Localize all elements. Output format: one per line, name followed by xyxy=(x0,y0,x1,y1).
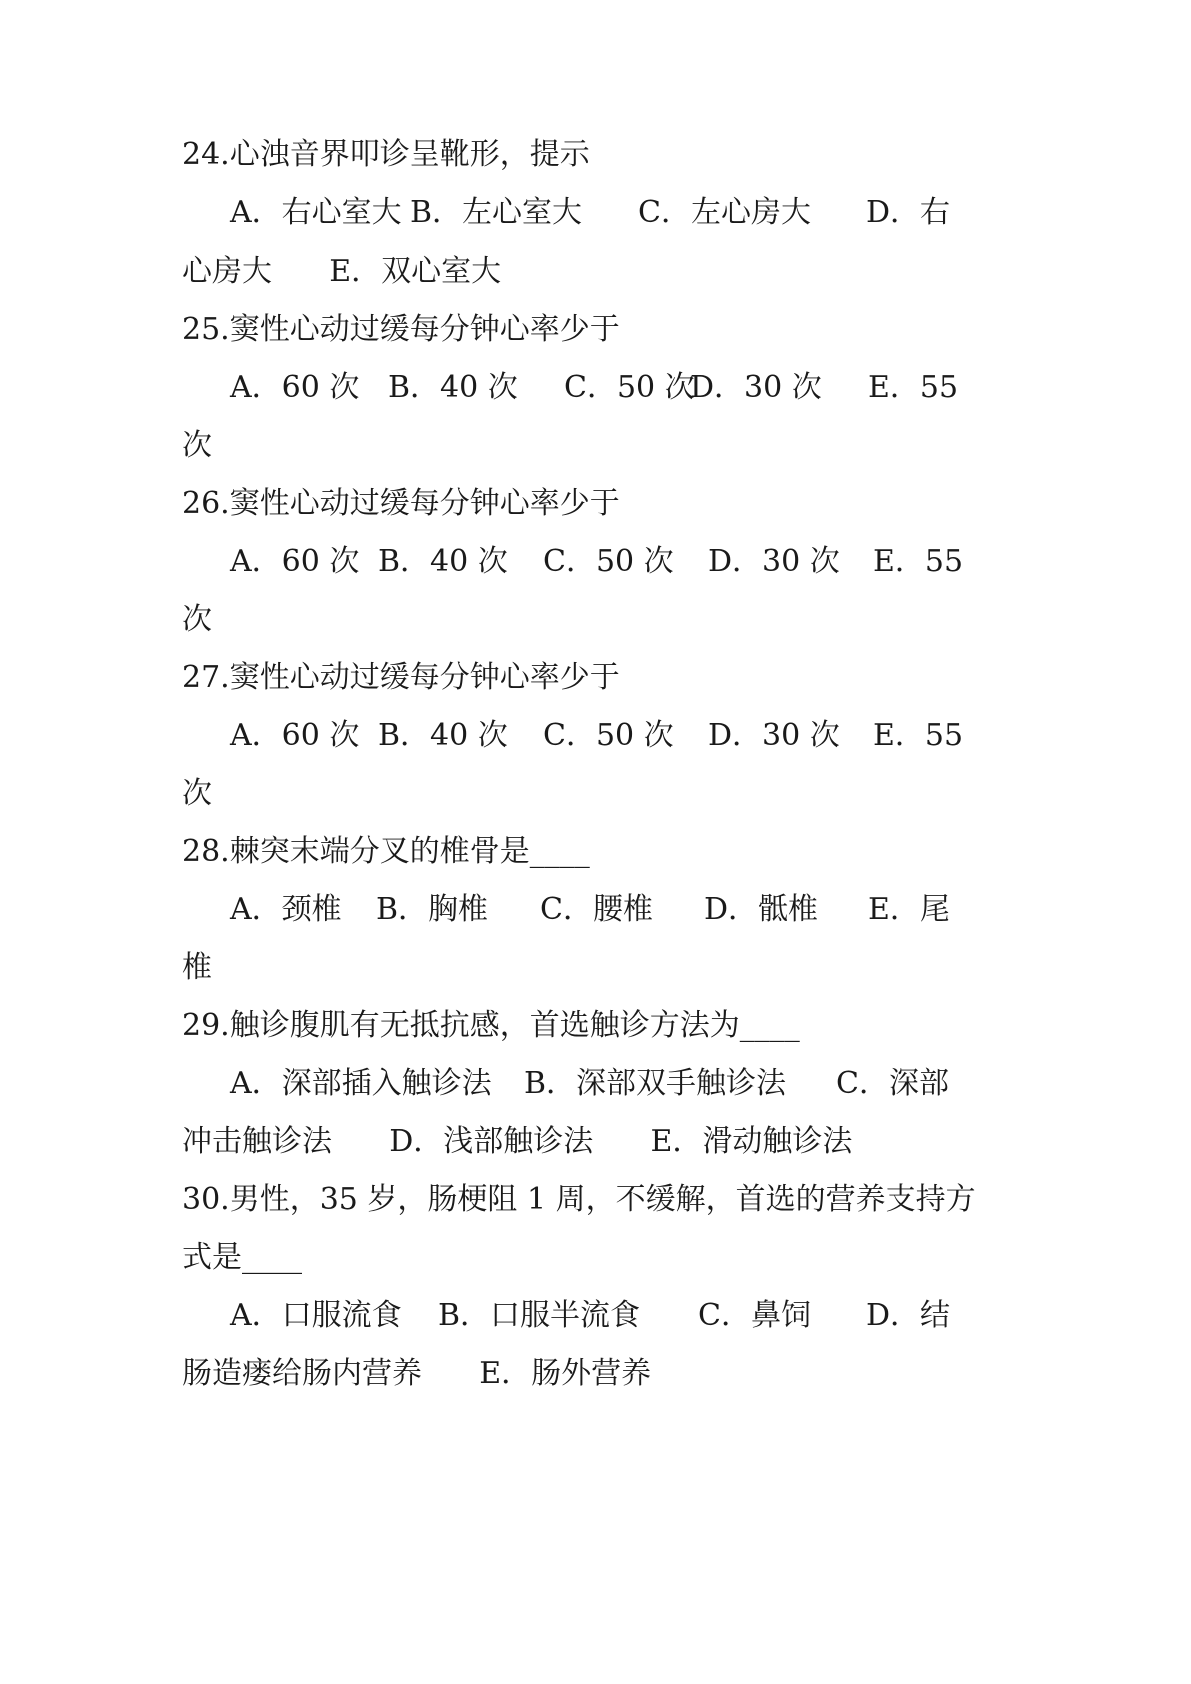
option-b: B．深部双手触诊法 xyxy=(524,1066,787,1101)
question-29-stem: 29.触诊腹肌有无抵抗感，首选触诊方法为____ xyxy=(182,1008,800,1043)
option-c: C．腰椎 xyxy=(540,892,653,927)
question-29-options xyxy=(0,1064,1191,1104)
question-30-options xyxy=(0,1296,1191,1336)
option-d: D．右 xyxy=(866,195,951,230)
option-e: E．55 xyxy=(873,718,964,753)
option-b: B．左心室大 xyxy=(410,195,583,230)
question-26-options-cont: 次 xyxy=(182,602,212,637)
option-c: C．50 次 xyxy=(564,370,695,405)
option-c: C．鼻饲 xyxy=(698,1298,811,1333)
option-c: C．50 次 xyxy=(543,718,674,753)
option-a: A．深部插入触诊法 xyxy=(230,1066,492,1101)
option-a: A．60 次 xyxy=(230,370,360,405)
option-b: B．胸椎 xyxy=(376,892,489,927)
question-27-options-cont: 次 xyxy=(182,776,212,811)
option-d: D．结 xyxy=(866,1298,951,1333)
option-b: B．40 次 xyxy=(378,544,508,579)
option-e: E．尾 xyxy=(868,892,950,927)
question-24-options xyxy=(0,193,1191,233)
option-a: A．颈椎 xyxy=(230,892,342,927)
option-c: C．左心房大 xyxy=(638,195,811,230)
option-a: A．60 次 xyxy=(230,544,360,579)
question-25-stem: 25.窦性心动过缓每分钟心率少于 xyxy=(182,312,620,347)
option-d: D．30 次 xyxy=(690,370,822,405)
option-b: B．40 次 xyxy=(378,718,508,753)
option-d: D．骶椎 xyxy=(704,892,819,927)
question-26-stem: 26.窦性心动过缓每分钟心率少于 xyxy=(182,486,620,521)
question-26-options xyxy=(0,542,1191,582)
option-e: E．55 xyxy=(873,544,964,579)
question-24-stem: 24.心浊音界叩诊呈靴形，提示 xyxy=(182,137,590,172)
question-29-options-cont: 冲击触诊法 D．浅部触诊法 E．滑动触诊法 xyxy=(182,1124,853,1159)
question-28-options-cont: 椎 xyxy=(182,950,212,985)
option-c: C．深部 xyxy=(836,1066,949,1101)
option-c: C．50 次 xyxy=(543,544,674,579)
question-30-stem-cont: 式是____ xyxy=(182,1240,302,1275)
question-27-stem: 27.窦性心动过缓每分钟心率少于 xyxy=(182,660,620,695)
option-a: A．60 次 xyxy=(230,718,360,753)
option-d: D．30 次 xyxy=(708,718,840,753)
question-24-options-cont: 心房大 E．双心室大 xyxy=(182,254,502,289)
option-b: B．40 次 xyxy=(388,370,518,405)
option-d: D．30 次 xyxy=(708,544,840,579)
option-a: A．口服流食 xyxy=(230,1298,402,1333)
option-b: B．口服半流食 xyxy=(438,1298,641,1333)
question-30-options-cont: 肠造瘘给肠内营养 E．肠外营养 xyxy=(182,1356,652,1391)
question-28-stem: 28.棘突末端分叉的椎骨是____ xyxy=(182,834,590,869)
option-a: A．右心室大 xyxy=(230,195,402,230)
question-28-options xyxy=(0,890,1191,930)
option-e: E．55 xyxy=(868,370,959,405)
question-27-options xyxy=(0,716,1191,756)
question-30-stem: 30.男性，35 岁，肠梗阻 1 周，不缓解，首选的营养支持方 xyxy=(182,1182,976,1217)
question-25-options xyxy=(0,368,1191,408)
question-25-options-cont: 次 xyxy=(182,428,212,463)
